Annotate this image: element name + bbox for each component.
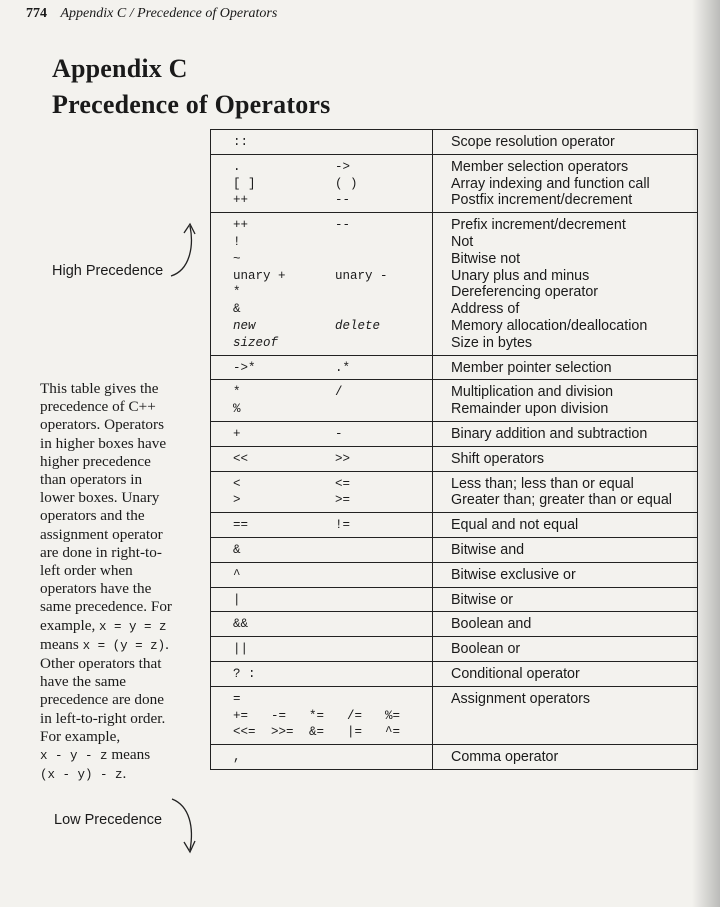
- operator-description: Bitwise and: [451, 541, 525, 558]
- operator-symbol: |=: [347, 725, 363, 740]
- description-line: [40, 765, 215, 784]
- operator-symbol: /=: [347, 708, 363, 723]
- description-text: example,: [40, 616, 100, 634]
- description-line: have the same: [40, 673, 127, 691]
- operator-description: Comma operator: [451, 749, 559, 766]
- operator-symbol: --: [335, 193, 351, 208]
- description-text: .: [122, 765, 127, 783]
- operator-symbol: -=: [271, 708, 287, 723]
- operator-description: Not: [451, 233, 474, 250]
- description-line: than operators in: [40, 471, 143, 489]
- description-line: left order when: [40, 562, 133, 580]
- operator-symbol: <=: [335, 476, 351, 491]
- description-cell: [433, 637, 698, 662]
- operator-line: [233, 192, 432, 209]
- running-title: Appendix C / Precedence of Operators: [60, 6, 278, 21]
- operator-line: [233, 234, 432, 251]
- operator-line: [233, 384, 432, 401]
- operator-description: Address of: [451, 301, 520, 318]
- operators-cell: [211, 562, 433, 587]
- table-description: [40, 380, 215, 784]
- high-precedence-label: High Precedence: [52, 263, 164, 279]
- precedence-row: [211, 637, 698, 662]
- operator-symbol: ^=: [385, 725, 401, 740]
- operator-symbol: unary +: [233, 268, 286, 283]
- description-line: operators and the: [40, 507, 145, 525]
- operator-line: [233, 217, 432, 234]
- code-snippet: x = y = z: [99, 619, 167, 634]
- precedence-row: [211, 380, 698, 422]
- operators-cell: [211, 612, 433, 637]
- precedence-row: [211, 513, 698, 538]
- precedence-table: [210, 129, 698, 770]
- code-snippet: x - y - z: [40, 749, 108, 764]
- operator-symbol: ++: [233, 193, 249, 208]
- operator-line: [233, 451, 432, 468]
- description-cell: [433, 537, 698, 562]
- operator-line: [233, 426, 432, 443]
- description-line: This table gives the: [40, 380, 159, 397]
- precedence-row: [211, 612, 698, 637]
- operator-line: [233, 284, 432, 301]
- operator-symbol: >=: [335, 493, 351, 508]
- operator-line: [233, 301, 432, 318]
- description-line: in higher boxes have: [40, 434, 167, 452]
- description-line: precedence of C++: [40, 398, 156, 416]
- operator-symbol: &: [233, 302, 241, 317]
- description-line: [40, 746, 215, 765]
- precedence-row: [211, 562, 698, 587]
- operator-description: Unary plus and minus: [451, 267, 590, 284]
- operators-cell: [211, 446, 433, 471]
- precedence-row: [211, 537, 698, 562]
- description-line: [40, 617, 215, 636]
- operator-line: [233, 134, 432, 151]
- operator-symbol: ~: [233, 251, 241, 266]
- operator-description: Member selection operators: [451, 158, 629, 175]
- running-head: [26, 6, 277, 22]
- operator-description: Assignment operators: [451, 690, 591, 707]
- operator-description: Boolean or: [451, 641, 521, 658]
- operator-symbol: .: [233, 159, 241, 174]
- description-text: .: [165, 635, 169, 653]
- operator-symbol: --: [335, 218, 351, 233]
- description-cell: [433, 513, 698, 538]
- operator-line: [233, 616, 432, 633]
- operator-symbol: ||: [233, 642, 249, 657]
- operator-symbol: ++: [233, 218, 249, 233]
- precedence-row: [211, 421, 698, 446]
- operator-description: Binary addition and subtraction: [451, 425, 648, 442]
- operator-description: Member pointer selection: [451, 359, 612, 376]
- operator-symbol: &=: [309, 725, 325, 740]
- operator-description: Prefix increment/decrement: [451, 217, 626, 234]
- operator-symbol: .*: [335, 360, 351, 375]
- operator-symbol: <: [233, 476, 241, 491]
- description-cell: [433, 661, 698, 686]
- operator-symbol: <<=: [233, 725, 256, 740]
- precedence-row: [211, 355, 698, 380]
- operators-cell: [211, 637, 433, 662]
- operator-symbol: *=: [309, 708, 325, 723]
- description-cell: [433, 612, 698, 637]
- description-cell: [433, 154, 698, 212]
- operator-description: Shift operators: [451, 450, 544, 467]
- precedence-row: [211, 446, 698, 471]
- operator-symbol: %: [233, 402, 241, 417]
- operators-cell: [211, 537, 433, 562]
- operators-cell: [211, 355, 433, 380]
- operator-line: [233, 268, 432, 285]
- description-cell: [433, 130, 698, 155]
- operator-description: Greater than; greater than or equal: [451, 492, 672, 509]
- operator-symbol: *: [233, 385, 241, 400]
- operator-line: [233, 159, 432, 176]
- operators-cell: [211, 421, 433, 446]
- operator-description: Postfix increment/decrement: [451, 192, 633, 209]
- operators-cell: [211, 745, 433, 770]
- description-cell: [433, 213, 698, 355]
- operators-cell: [211, 661, 433, 686]
- operator-line: [233, 476, 432, 493]
- operator-line: [233, 318, 432, 335]
- operator-line: [233, 567, 432, 584]
- operator-description: Dereferencing operator: [451, 284, 599, 301]
- operator-symbol: >>: [335, 451, 351, 466]
- operator-symbol: delete: [335, 318, 381, 333]
- operator-line: [233, 360, 432, 377]
- operator-symbol: new: [233, 318, 256, 333]
- code-snippet: (x - y) - z: [40, 768, 123, 783]
- low-precedence-label: Low Precedence: [54, 812, 163, 828]
- operator-description: Boolean and: [451, 616, 532, 633]
- description-cell: [433, 380, 698, 422]
- description-text: means: [107, 746, 151, 764]
- operator-symbol: unary -: [335, 268, 388, 283]
- operator-line: [233, 641, 432, 658]
- description-line: lower boxes. Unary: [40, 489, 160, 507]
- description-cell: [433, 471, 698, 513]
- operator-symbol: ^: [233, 567, 241, 582]
- down-arrow-icon: [168, 796, 202, 858]
- description-line: assignment operator: [40, 525, 163, 543]
- operator-line: [233, 335, 432, 352]
- description-line: [40, 636, 215, 655]
- operators-cell: [211, 513, 433, 538]
- operator-description: Bitwise not: [451, 250, 521, 267]
- operator-line: [233, 724, 432, 741]
- description-line: same precedence. For: [40, 598, 172, 616]
- operators-cell: [211, 130, 433, 155]
- operator-line: [233, 401, 432, 418]
- operator-description: Memory allocation/deallocation: [451, 317, 648, 334]
- description-cell: [433, 686, 698, 744]
- description-cell: [433, 745, 698, 770]
- appendix-title: Appendix C: [52, 54, 188, 83]
- operator-line: [233, 708, 432, 725]
- description-line: For example,: [40, 727, 121, 745]
- operators-cell: [211, 686, 433, 744]
- description-line: operators have the: [40, 580, 152, 598]
- precedence-row: [211, 213, 698, 355]
- operator-symbol: ,: [233, 750, 241, 765]
- operator-description: Remainder upon division: [451, 401, 609, 418]
- operator-description: Scope resolution operator: [451, 134, 615, 150]
- operator-symbol: >: [233, 493, 241, 508]
- precedence-row: [211, 661, 698, 686]
- operators-cell: [211, 587, 433, 612]
- description-line: in left-to-right order.: [40, 709, 166, 727]
- operator-line: [233, 517, 432, 534]
- code-snippet: x = (y = z): [82, 638, 166, 653]
- page-number: 774: [26, 6, 47, 21]
- operator-description: Bitwise exclusive or: [451, 566, 576, 583]
- operator-line: [233, 691, 432, 708]
- operator-description: Size in bytes: [451, 334, 533, 351]
- operator-line: [233, 666, 432, 683]
- description-line: operators. Operators: [40, 416, 164, 434]
- operator-symbol: !=: [335, 518, 351, 533]
- description-line: precedence are done: [40, 691, 164, 709]
- operator-symbol: *: [233, 285, 241, 300]
- operator-description: Array indexing and function call: [451, 175, 650, 192]
- operators-cell: [211, 154, 433, 212]
- operator-symbol: &: [233, 542, 241, 557]
- operator-symbol: ( ): [335, 176, 358, 191]
- operator-symbol: ==: [233, 518, 249, 533]
- operators-cell: [211, 213, 433, 355]
- appendix-subtitle: Precedence of Operators: [52, 90, 331, 119]
- precedence-row: [211, 154, 698, 212]
- operator-symbol: <<: [233, 451, 249, 466]
- operator-symbol: /: [335, 385, 343, 400]
- operator-symbol: ->: [335, 159, 351, 174]
- operator-line: [233, 251, 432, 268]
- operator-symbol: =: [233, 691, 241, 706]
- up-arrow-icon: [168, 218, 202, 280]
- operator-description: Equal and not equal: [451, 517, 579, 534]
- operator-symbol: [ ]: [233, 176, 256, 191]
- operator-line: [233, 542, 432, 559]
- operator-symbol: ::: [233, 135, 249, 149]
- operator-line: [233, 592, 432, 609]
- description-line: are done in right-to-: [40, 543, 162, 561]
- operator-symbol: !: [233, 234, 241, 249]
- operator-symbol: &&: [233, 617, 249, 632]
- operator-symbol: %=: [385, 708, 401, 723]
- description-cell: [433, 562, 698, 587]
- description-cell: [433, 421, 698, 446]
- operator-symbol: +: [233, 426, 241, 441]
- precedence-row: [211, 471, 698, 513]
- operator-description: Conditional operator: [451, 665, 580, 682]
- operators-cell: [211, 471, 433, 513]
- operator-line: [233, 176, 432, 193]
- operator-line: [233, 749, 432, 766]
- operator-symbol: |: [233, 592, 241, 607]
- precedence-row: [211, 686, 698, 744]
- precedence-row: [211, 130, 698, 155]
- description-text: means: [40, 635, 83, 653]
- operator-line: [233, 492, 432, 509]
- operator-description: Multiplication and division: [451, 384, 614, 401]
- operator-symbol: sizeof: [233, 335, 279, 350]
- description-cell: [433, 587, 698, 612]
- precedence-row: [211, 587, 698, 612]
- operator-symbol: ->*: [233, 360, 256, 375]
- description-line: higher precedence: [40, 452, 151, 470]
- operator-description: Less than; less than or equal: [451, 475, 634, 492]
- description-cell: [433, 446, 698, 471]
- operator-description: Bitwise or: [451, 591, 513, 608]
- precedence-row: [211, 745, 698, 770]
- operator-symbol: +=: [233, 708, 249, 723]
- operator-symbol: -: [335, 426, 343, 441]
- description-line: Other operators that: [40, 655, 162, 673]
- description-cell: [433, 355, 698, 380]
- operator-symbol: ? :: [233, 666, 256, 681]
- operator-symbol: >>=: [271, 725, 294, 740]
- operators-cell: [211, 380, 433, 422]
